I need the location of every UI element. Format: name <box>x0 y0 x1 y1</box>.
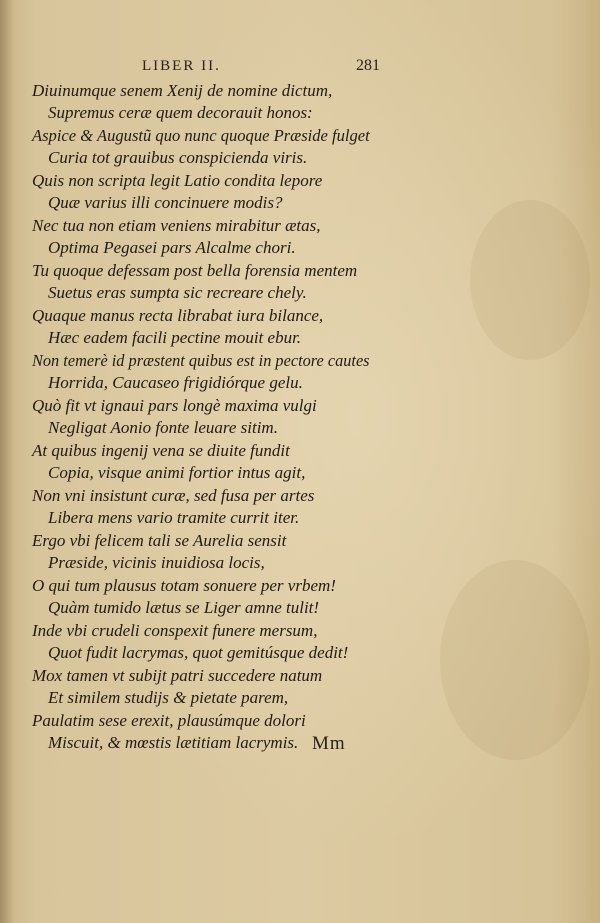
page-number: 281 <box>356 57 380 74</box>
verse-line: Suetus eras sumpta sic recreare chely. <box>48 283 307 302</box>
verse-line: Miscuit, & mœstis lætitiam lacrymis. <box>48 733 299 752</box>
verse-line: Curia tot grauibus conspicienda viris. <box>48 148 308 167</box>
paper-stain <box>440 560 590 760</box>
verse-line: Et similem studijs & pietate parem, <box>48 688 289 707</box>
verse-line: Tu quoque defessam post bella forensia mentem <box>32 261 358 280</box>
verse-line: Negligat Aonio fonte leuare sitim. <box>48 418 278 437</box>
verse-line: Hæc eadem facili pectine mouit ebur. <box>48 328 302 347</box>
spine-shadow <box>0 0 14 923</box>
verse-line: Non vni insistunt curæ, sed fusa per artes <box>32 486 315 505</box>
running-head: LIBER II. <box>142 58 221 74</box>
verse-line: Paulatim sese erexit, plausúmque dolori <box>32 711 306 730</box>
verse-line: Copia, visque animi fortior intus agit, <box>48 463 306 482</box>
verse-line: At quibus ingenij vena se diuite fundit <box>32 441 290 460</box>
verse-line: Quæ varius illi concinuere modis? <box>48 193 283 212</box>
verse-line: Horrida, Caucaseo frigidiórque gelu. <box>48 373 303 392</box>
verse-line: Ergo vbi felicem tali se Aurelia sensit <box>32 531 287 550</box>
verse-line: Nec tua non etiam veniens mirabitur ætas, <box>32 216 321 235</box>
verse-line: Quaque manus recta librabat iura bilance, <box>32 306 324 325</box>
verse-line: Optima Pegasei pars Alcalme chori. <box>48 238 296 257</box>
verse-line: Quàm tumido lætus se Liger amne tulit! <box>48 598 320 617</box>
verse-line: Mox tamen vt subijt patri succedere natum <box>32 666 323 685</box>
verse-line: Quò fit vt ignaui pars longè maxima vulgi <box>32 396 317 415</box>
signature-mark: Mm <box>312 733 346 754</box>
verse-line: O qui tum plausus totam sonuere per vrbem! <box>32 576 336 595</box>
verse-line: Aspice & Augustũ quo nunc quoque Præside fulget <box>32 126 370 145</box>
paper-stain <box>470 200 590 360</box>
verse-line: Diuinumque senem Xenij de nomine dictum, <box>32 81 333 100</box>
verse-line: Quot fudit lacrymas, quot gemitúsque dedit! <box>48 643 349 662</box>
verse-line: Inde vbi crudeli conspexit funere mersum, <box>32 621 318 640</box>
verse-line: Quis non scripta legit Latio condita lepore <box>32 171 323 190</box>
verse-line: Supremus ceræ quem decorauit honos: <box>48 103 313 122</box>
verse-line: Libera mens vario tramite currit iter. <box>48 508 300 527</box>
verse-line: Non temerè id præstent quibus est in pectore cautes <box>32 351 370 370</box>
verse-line: Præside, vicinis inuidiosa locis, <box>48 553 265 572</box>
